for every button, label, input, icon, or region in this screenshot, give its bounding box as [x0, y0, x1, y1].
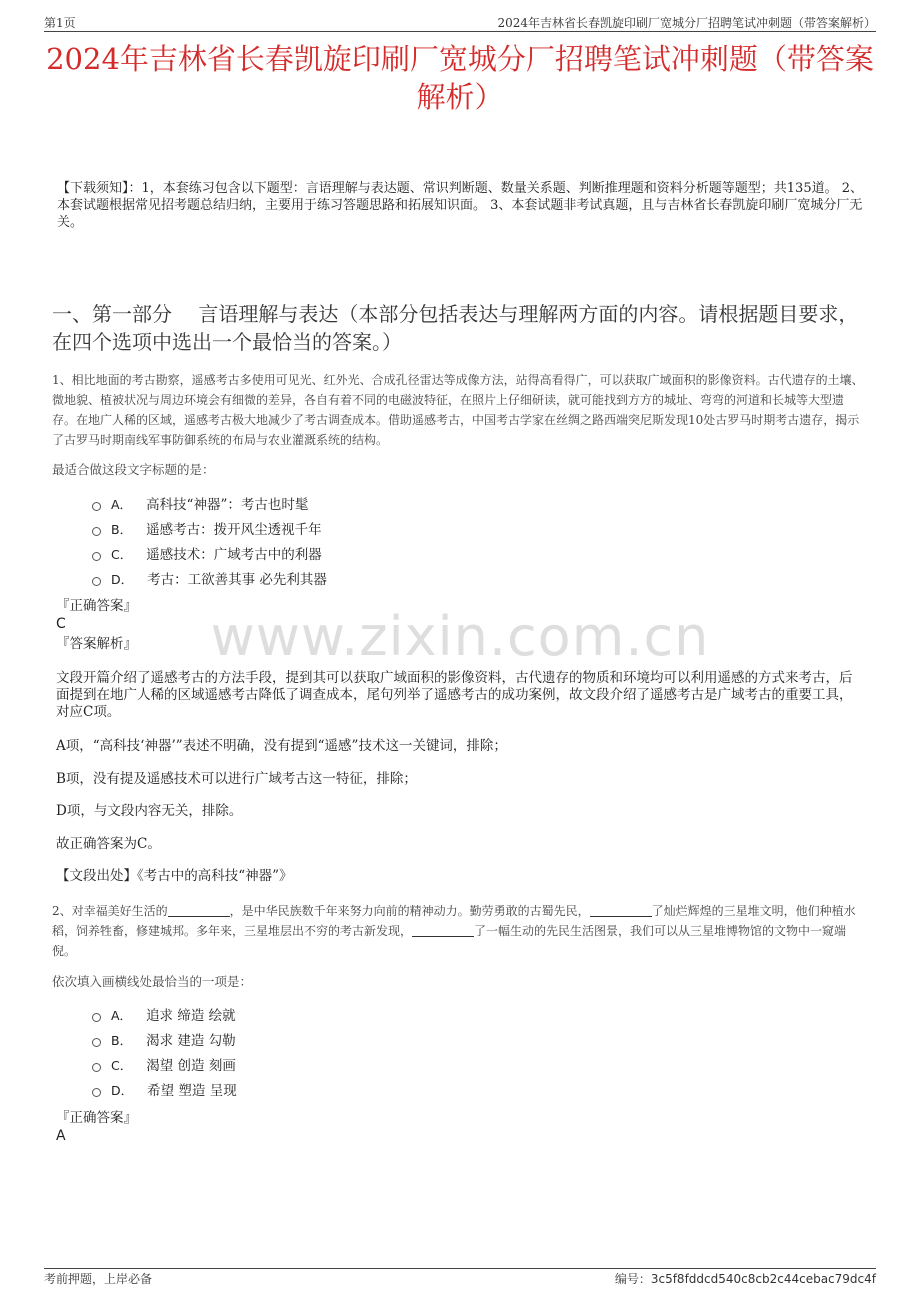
- text-source: 【文段出处】《考古中的高科技“神器”》: [56, 868, 293, 884]
- radio-icon[interactable]: [92, 502, 101, 511]
- question-1-options: [92, 492, 327, 592]
- question-2-stem: 2、对幸福美好生活的 ，是中华民族数千年来努力向前的精神动力。勤劳勇敢的古蜀先民， 了灿烂辉煌的三星堆文明，他们种植水稻，饲养牲畜，修建城邦。多年来，三星堆层出不穷的考古新发现， 了一幅生动的先民生活图景，我们可以从三星堆博物馆的文物中一窥端倪。: [52, 904, 856, 958]
- document-title: 2024年吉林省长春凯旋印刷厂宽城分厂招聘笔试冲刺题（带答案解析）: [46, 42, 874, 114]
- analysis-conclusion: 故正确答案为C。: [56, 836, 161, 852]
- fill-blank: [590, 904, 652, 917]
- fill-blank: [412, 924, 474, 937]
- radio-icon[interactable]: [92, 577, 101, 586]
- footer-slogan: 考前押题，上岸必备: [44, 1272, 153, 1286]
- question-1-stem: 1、相比地面的考古勘察，遥感考古多使用可见光、红外光、合成孔径雷达等成像方法，站得高看得广，可以获取广域面积的影像资料。古代遗存的土壤、微地貌、植被状况与周边环境会有细微的差异，各自有着不同的电磁波特征，在照片上仔细研读，就可能找到方方的城址、弯弯的河道和长城等大型遗存。在地广人稀的区域，遥感考古极大地减少了考古调查成本。借助遥感考古，中国考古学家在丝绸之路西端突尼斯发现10处古罗马时期考古遗存，揭示了古罗马时期南线军事防御系统的布局与农业灌溉系统的结构。: [52, 373, 864, 447]
- option-a[interactable]: A． 高科技“神器”：考古也时髦: [92, 492, 327, 517]
- page-header: [44, 14, 876, 32]
- footer-code: 编号：3c5f8fddcd540c8cb2c44cebac79dc4f: [614, 1272, 876, 1286]
- watermark: www.zixin.com.cn: [210, 605, 710, 668]
- analysis-option-d: D项，与文段内容无关，排除。: [56, 803, 243, 819]
- page-footer: [44, 1270, 876, 1288]
- option-a[interactable]: A． 追求 缔造 绘就: [92, 1003, 237, 1028]
- radio-icon[interactable]: [92, 552, 101, 561]
- option-d[interactable]: D． 考古：工欲善其事 必先利其器: [92, 567, 327, 592]
- question-2-options: [92, 1003, 237, 1103]
- option-b[interactable]: B． 渴求 建造 勾勒: [92, 1028, 237, 1053]
- option-c[interactable]: C． 遥感技术：广域考古中的利器: [92, 542, 327, 567]
- page-number: 第1页: [44, 16, 76, 30]
- analysis-option-a: A项，“高科技‘神器’”表述不明确，没有提到“遥感”技术这一关键词，排除；: [56, 738, 507, 754]
- radio-icon[interactable]: [92, 527, 101, 536]
- option-d[interactable]: D． 希望 塑造 呈现: [92, 1078, 237, 1103]
- radio-icon[interactable]: [92, 1088, 101, 1097]
- header-rule: [44, 31, 876, 32]
- option-b[interactable]: B． 遥感考古：拨开风尘透视千年: [92, 517, 327, 542]
- answer-label: 『正确答案』: [56, 1110, 137, 1126]
- radio-icon[interactable]: [92, 1013, 101, 1022]
- radio-icon[interactable]: [92, 1063, 101, 1072]
- header-doc-title: 2024年吉林省长春凯旋印刷厂宽城分厂招聘笔试冲刺题（带答案解析）: [497, 16, 876, 30]
- analysis-option-b: B项，没有提及遥感技术可以进行广域考古这一特征，排除；: [56, 771, 417, 787]
- correct-answer: A: [56, 1128, 66, 1144]
- footer-rule: [44, 1268, 876, 1269]
- fill-blank: [168, 904, 230, 917]
- download-notice: 【下载须知】：1，本套练习包含以下题型：言语理解与表达题、常识判断题、数量关系题、判断推理题和资料分析题等题型；共135道。 2、本套试题根据常见招考题总结归纳，主要用于练习答题思路和拓展知识面。 3、本套试题非考试真题，且与吉林省长春凯旋印刷厂宽城分厂无关。: [57, 181, 863, 230]
- analysis-paragraph: 文段开篇介绍了遥感考古的方法手段，提到其可以获取广域面积的影像资料，古代遗存的物质和环境均可以利用遥感的方式来考古，后面提到在地广人稀的区域遥感考古降低了调查成本，尾句列举了遥感考古的成功案例，故文段介绍了遥感考古是广域考古的重要工具，对应C项。: [56, 670, 853, 720]
- radio-icon[interactable]: [92, 1038, 101, 1047]
- question-1-prompt: 最适合做这段文字标题的是：: [52, 462, 215, 477]
- section-heading: 一、第一部分 言语理解与表达（本部分包括表达与理解两方面的内容。请根据题目要求，在四个选项中选出一个最恰当的答案。）: [52, 302, 859, 354]
- question-2-prompt: 依次填入画横线处最恰当的一项是：: [52, 974, 253, 989]
- correct-answer: C: [56, 616, 66, 632]
- answer-label: 『正确答案』: [56, 598, 137, 614]
- option-c[interactable]: C． 渴望 创造 刻画: [92, 1053, 237, 1078]
- analysis-label: 『答案解析』: [56, 636, 137, 652]
